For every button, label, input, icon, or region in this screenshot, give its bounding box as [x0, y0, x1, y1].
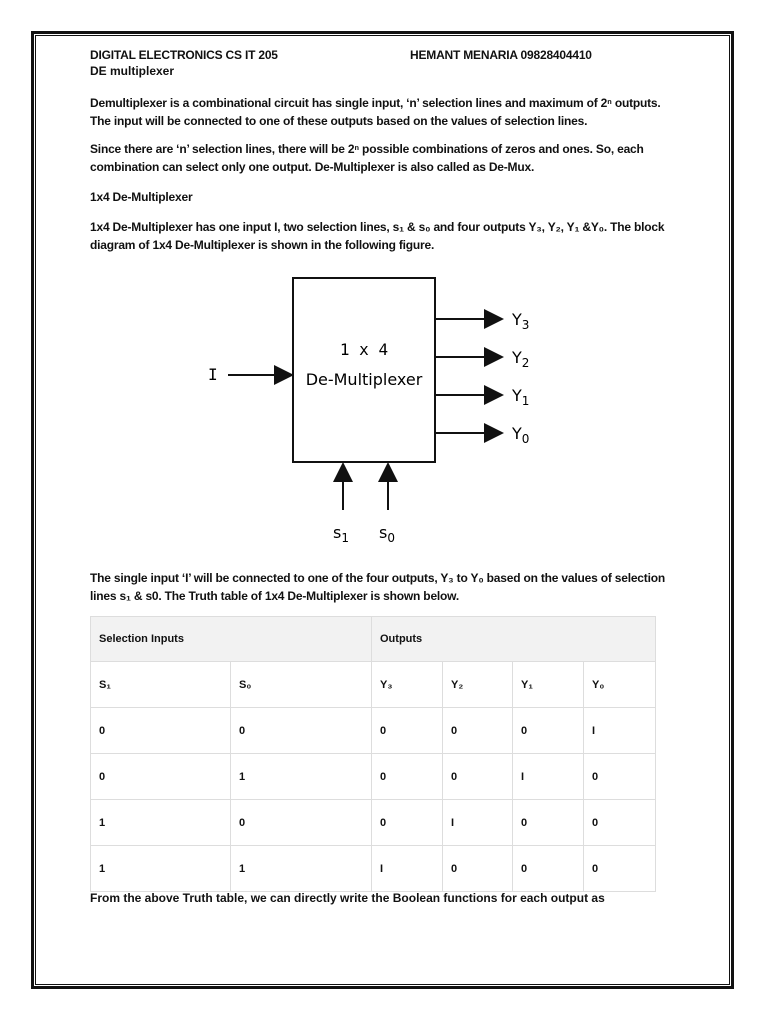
table-cell: 0 — [584, 846, 656, 892]
table-cell: 0 — [231, 708, 372, 754]
table-cell: 0 — [584, 800, 656, 846]
input-label: I — [208, 365, 218, 384]
output-label-y0: $Y_0$ — [512, 424, 530, 446]
course-title: DIGITAL ELECTRONICS CS IT 205 — [90, 48, 278, 62]
column-header: S₁ — [91, 662, 231, 708]
section-heading: 1x4 De-Multiplexer — [90, 190, 193, 204]
selection-paragraph: Since there are ‘n’ selection lines, there will be 2ⁿ possible combinations of zeros and ones. So, each combination can select only one output. De-Multiplexer is also called as De-Mux. — [90, 142, 644, 174]
table-cell: 0 — [231, 800, 372, 846]
table-cell: 0 — [372, 708, 443, 754]
intro-paragraph: Demultiplexer is a combinational circuit has single input, ‘n’ selection lines and maximum of 2ⁿ outputs. The input will be connected to one of these outputs based on the values of selection lines. — [90, 96, 661, 128]
truth-table — [90, 616, 656, 892]
column-header: Y₀ — [584, 662, 656, 708]
table-cell: 0 — [513, 800, 584, 846]
boolean-functions-paragraph: From the above Truth table, we can directly write the Boolean functions for each output as — [90, 891, 605, 905]
table-cell: 0 — [443, 846, 513, 892]
outputs-header: Outputs — [372, 617, 656, 662]
table-cell: 0 — [443, 754, 513, 800]
table-cell: 0 — [443, 708, 513, 754]
table-cell: I — [584, 708, 656, 754]
author-contact: HEMANT MENARIA 09828404410 — [410, 48, 592, 62]
table-row — [91, 846, 656, 892]
demux-block-diagram — [190, 270, 590, 555]
column-header: Y₃ — [372, 662, 443, 708]
column-header: Y₂ — [443, 662, 513, 708]
block-description-paragraph: 1x4 De-Multiplexer has one input I, two selection lines, s₁ & s₀ and four outputs Y₃, Y₂, Y₁ &Y₀. The block diagram of 1x4 De-Multiplexer is shown in the following figure. — [90, 220, 665, 252]
table-cell: 1 — [91, 800, 231, 846]
output-label-y3-text: Y — [512, 310, 522, 329]
table-cell: 1 — [231, 754, 372, 800]
selection-inputs-header: Selection Inputs — [91, 617, 372, 662]
output-label-y3: $Y_3$ — [512, 310, 530, 332]
select-label-s1: $s_1$ — [333, 523, 349, 545]
table-cell: I — [443, 800, 513, 846]
table-cell: I — [372, 846, 443, 892]
table-cell: 0 — [91, 708, 231, 754]
block-label-name: De-Multiplexer — [305, 370, 423, 389]
table-row — [91, 800, 656, 846]
topic-title: DE multiplexer — [90, 64, 175, 78]
block-label-size: 1 x 4 — [339, 340, 389, 359]
select-label-s0: $s_0$ — [379, 523, 395, 545]
table-cell: 0 — [372, 800, 443, 846]
column-header: S₀ — [231, 662, 372, 708]
table-cell: 0 — [513, 846, 584, 892]
table-row — [91, 708, 656, 754]
table-cell: 0 — [513, 708, 584, 754]
table-cell: 0 — [584, 754, 656, 800]
column-header: Y₁ — [513, 662, 584, 708]
output-label-y2: $Y_2$ — [512, 348, 530, 370]
table-row — [91, 754, 656, 800]
truth-table-intro-paragraph: The single input ‘I’ will be connected to one of the four outputs, Y₃ to Y₀ based on the values of selection lines s₁ & s0. The Truth table of 1x4 De-Multiplexer is shown below. — [90, 571, 665, 603]
table-column-header-row — [91, 662, 656, 708]
table-group-header-row — [91, 617, 656, 662]
table-cell: 0 — [91, 754, 231, 800]
table-cell: 1 — [91, 846, 231, 892]
table-cell: 1 — [231, 846, 372, 892]
table-cell: I — [513, 754, 584, 800]
output-label-y1: $Y_1$ — [512, 386, 530, 408]
table-cell: 0 — [372, 754, 443, 800]
